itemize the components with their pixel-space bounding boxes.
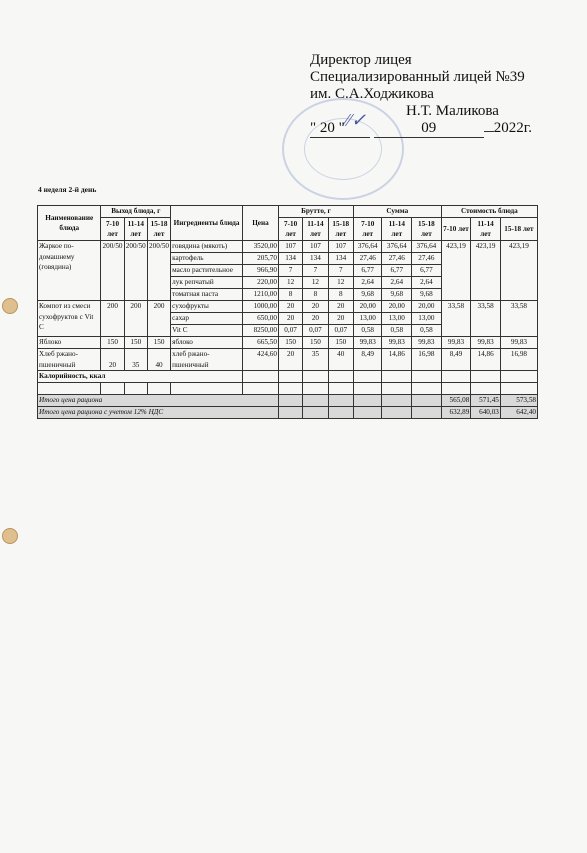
binder-hole-top <box>2 298 18 314</box>
dish-output: 200 <box>147 301 170 337</box>
col-gross: Брутто, г <box>278 206 353 218</box>
ingredient-sum: 9,68 <box>412 289 442 301</box>
gross-weight: 0,07 <box>328 325 353 337</box>
gross-weight: 134 <box>328 253 353 265</box>
ingredient-sum: 13,00 <box>353 313 382 325</box>
ingredient-sum: 6,77 <box>353 265 382 277</box>
gross-weight: 134 <box>278 253 302 265</box>
gross-weight: 107 <box>328 241 353 253</box>
total-label: Итого цена рациона <box>38 395 279 407</box>
gross-weight: 8 <box>303 289 328 301</box>
age-group-header: 7-10 лет <box>278 218 302 241</box>
ingredient-sum: 99,83 <box>353 337 382 349</box>
ingredient-sum: 20,00 <box>382 301 412 313</box>
age-group-header: 7-10 лет <box>101 218 124 241</box>
gross-weight: 8 <box>278 289 302 301</box>
binder-hole-bottom <box>2 528 18 544</box>
ingredient-sum: 14,86 <box>382 349 412 371</box>
dish-cost: 33,58 <box>471 301 501 337</box>
ingredient-sum: 376,64 <box>412 241 442 253</box>
empty-cell <box>278 371 302 383</box>
age-group-header: 11-14 лет <box>124 218 147 241</box>
age-group-header: 11-14 лет <box>303 218 328 241</box>
empty-cell <box>412 395 442 407</box>
col-output: Выход блюда, г <box>101 206 171 218</box>
dish-cost: 423,19 <box>500 241 537 301</box>
gross-weight: 0,07 <box>303 325 328 337</box>
empty-cell <box>328 383 353 395</box>
dish-output: 200 <box>124 301 147 337</box>
dish-cost: 99,83 <box>441 337 471 349</box>
gross-weight: 7 <box>328 265 353 277</box>
dish-output: 200/50 <box>101 241 124 301</box>
dish-name: Компот из смеси сухофруктов с Vit C <box>38 301 101 337</box>
ingredient-name: масло растительное <box>171 265 243 277</box>
dish-cost: 99,83 <box>471 337 501 349</box>
gross-weight: 7 <box>303 265 328 277</box>
dish-name: Хлеб ржано-пшеничный <box>38 349 101 371</box>
dish-cost: 423,19 <box>441 241 471 301</box>
date-month: 09 <box>374 120 484 138</box>
ingredient-name: хлеб ржано-пшеничный <box>171 349 243 371</box>
table-row <box>38 301 538 313</box>
dish-name: Яблоко <box>38 337 101 349</box>
empty-cell <box>303 395 328 407</box>
calories-row <box>38 371 538 383</box>
empty-cell <box>278 395 302 407</box>
menu-table <box>37 205 538 419</box>
ingredient-price: 205,70 <box>243 253 279 265</box>
age-group-header: 11-14 лет <box>382 218 412 241</box>
ingredient-sum: 6,77 <box>382 265 412 277</box>
ingredient-price: 8250,00 <box>243 325 279 337</box>
dish-cost: 33,58 <box>500 301 537 337</box>
empty-cell <box>500 371 537 383</box>
dish-cost: 8,49 <box>441 349 471 371</box>
header-row-1 <box>38 206 538 218</box>
ingredient-sum: 27,46 <box>353 253 382 265</box>
empty-cell <box>147 383 170 395</box>
ingredient-sum: 13,00 <box>382 313 412 325</box>
age-group-header: 15-18 лет <box>328 218 353 241</box>
gross-weight: 20 <box>303 301 328 313</box>
total-value: 571,45 <box>471 395 501 407</box>
empty-cell <box>303 383 328 395</box>
ingredient-price: 650,00 <box>243 313 279 325</box>
header-organization: Специализированный лицей №39 <box>310 69 525 85</box>
date-year: 2022г. <box>493 120 532 136</box>
empty-cell <box>412 371 442 383</box>
ingredient-sum: 20,00 <box>353 301 382 313</box>
dish-cost: 33,58 <box>441 301 471 337</box>
empty-cell <box>243 383 279 395</box>
gross-weight: 150 <box>303 337 328 349</box>
dish-cost: 99,83 <box>500 337 537 349</box>
age-group-header: 15-18 лет <box>147 218 170 241</box>
dish-cost: 16,98 <box>500 349 537 371</box>
col-ingredients: Ингредиенты блюда <box>171 206 243 241</box>
empty-cell <box>353 383 382 395</box>
dish-output: 40 <box>147 349 170 371</box>
ingredient-sum: 16,98 <box>412 349 442 371</box>
table-row <box>38 241 538 253</box>
blank-row <box>38 383 538 395</box>
ingredient-sum: 376,64 <box>353 241 382 253</box>
ingredient-sum: 0,58 <box>382 325 412 337</box>
header-named-after: им. С.А.Ходжикова <box>310 86 434 102</box>
dish-output: 150 <box>124 337 147 349</box>
ingredient-name: томатная паста <box>171 289 243 301</box>
ingredient-sum: 6,77 <box>412 265 442 277</box>
gross-weight: 12 <box>303 277 328 289</box>
empty-cell <box>471 383 501 395</box>
gross-weight: 150 <box>278 337 302 349</box>
age-group-header: 7-10 лет <box>441 218 471 241</box>
empty-cell <box>171 383 243 395</box>
total-label: Итого цена рациона с учетом 12% НДС <box>38 407 279 419</box>
gross-weight: 12 <box>328 277 353 289</box>
ingredient-price: 220,00 <box>243 277 279 289</box>
ingredient-name: лук репчатый <box>171 277 243 289</box>
empty-cell <box>278 407 302 419</box>
gross-weight: 20 <box>278 313 302 325</box>
gross-weight: 8 <box>328 289 353 301</box>
empty-cell <box>328 395 353 407</box>
empty-cell <box>382 395 412 407</box>
ingredient-price: 665,50 <box>243 337 279 349</box>
ingredient-name: яблоко <box>171 337 243 349</box>
dish-output: 200/50 <box>124 241 147 301</box>
empty-cell <box>441 383 471 395</box>
table-row <box>38 349 538 371</box>
gross-weight: 20 <box>328 313 353 325</box>
col-price: Цена <box>243 206 279 241</box>
ingredient-sum: 99,83 <box>412 337 442 349</box>
col-dish-name: Наименование блюда <box>38 206 101 241</box>
dish-output: 150 <box>101 337 124 349</box>
calories-label: Калорийность, ккал <box>38 371 243 383</box>
total-row <box>38 395 538 407</box>
empty-cell <box>382 371 412 383</box>
ingredient-price: 966,90 <box>243 265 279 277</box>
ingredient-sum: 2,64 <box>353 277 382 289</box>
empty-cell <box>412 407 442 419</box>
date-day: " 20 " <box>310 120 370 138</box>
ingredient-sum: 27,46 <box>412 253 442 265</box>
dish-output: 150 <box>147 337 170 349</box>
ingredient-price: 1210,00 <box>243 289 279 301</box>
ingredient-price: 1000,00 <box>243 301 279 313</box>
approval-header <box>310 52 532 138</box>
ingredient-name: сахар <box>171 313 243 325</box>
gross-weight: 20 <box>328 301 353 313</box>
empty-cell <box>471 371 501 383</box>
gross-weight: 35 <box>303 349 328 371</box>
empty-cell <box>328 407 353 419</box>
empty-cell <box>303 407 328 419</box>
dish-output: 20 <box>101 349 124 371</box>
total-value: 632,89 <box>441 407 471 419</box>
empty-cell <box>382 407 412 419</box>
gross-weight: 20 <box>278 301 302 313</box>
ingredient-name: Vit C <box>171 325 243 337</box>
ingredient-sum: 9,68 <box>382 289 412 301</box>
ingredient-sum: 2,64 <box>412 277 442 289</box>
col-cost: Стоимость блюда <box>441 206 537 218</box>
gross-weight: 12 <box>278 277 302 289</box>
dish-output: 35 <box>124 349 147 371</box>
gross-weight: 20 <box>303 313 328 325</box>
total-value: 573,58 <box>500 395 537 407</box>
empty-cell <box>101 383 124 395</box>
gross-weight: 40 <box>328 349 353 371</box>
empty-cell <box>500 383 537 395</box>
total-value: 642,40 <box>500 407 537 419</box>
gross-weight: 0,07 <box>278 325 302 337</box>
signature: ⁄⁄✓ <box>345 110 367 130</box>
header-title: Директор лицея <box>310 52 412 68</box>
dish-cost: 14,86 <box>471 349 501 371</box>
dish-cost: 423,19 <box>471 241 501 301</box>
ingredient-sum: 2,64 <box>382 277 412 289</box>
empty-cell <box>38 383 101 395</box>
empty-cell <box>353 395 382 407</box>
ingredient-name: картофель <box>171 253 243 265</box>
age-group-header: 15-18 лет <box>500 218 537 241</box>
ingredient-sum: 99,83 <box>382 337 412 349</box>
empty-cell <box>278 383 302 395</box>
gross-weight: 107 <box>278 241 302 253</box>
ingredient-sum: 9,68 <box>353 289 382 301</box>
total-value: 565,08 <box>441 395 471 407</box>
gross-weight: 134 <box>303 253 328 265</box>
ingredient-sum: 376,64 <box>382 241 412 253</box>
empty-cell <box>328 371 353 383</box>
ingredient-sum: 13,00 <box>412 313 442 325</box>
age-group-header: 11-14 лет <box>471 218 501 241</box>
header-row-2 <box>38 218 538 241</box>
ingredient-sum: 8,49 <box>353 349 382 371</box>
ingredient-sum: 0,58 <box>353 325 382 337</box>
dish-output: 200 <box>101 301 124 337</box>
empty-cell <box>382 383 412 395</box>
empty-cell <box>412 383 442 395</box>
ingredient-sum: 0,58 <box>412 325 442 337</box>
empty-cell <box>243 371 279 383</box>
gross-weight: 107 <box>303 241 328 253</box>
ingredient-name: сухофрукты <box>171 301 243 313</box>
ingredient-price: 3520,00 <box>243 241 279 253</box>
ingredient-name: говядина (мякоть) <box>171 241 243 253</box>
ingredient-sum: 20,00 <box>412 301 442 313</box>
header-date <box>310 120 532 138</box>
empty-cell <box>124 383 147 395</box>
total-value: 640,03 <box>471 407 501 419</box>
gross-weight: 7 <box>278 265 302 277</box>
empty-cell <box>441 371 471 383</box>
ingredient-sum: 27,46 <box>382 253 412 265</box>
menu-day-title: 4 неделя 2-й день <box>38 185 97 194</box>
col-sum: Сумма <box>353 206 441 218</box>
dish-output: 200/50 <box>147 241 170 301</box>
header-director-name: Н.Т. Маликова <box>406 103 499 119</box>
empty-cell <box>303 371 328 383</box>
ingredient-price: 424,60 <box>243 349 279 371</box>
table-row <box>38 337 538 349</box>
empty-cell <box>353 407 382 419</box>
gross-weight: 20 <box>278 349 302 371</box>
age-group-header: 15-18 лет <box>412 218 442 241</box>
age-group-header: 7-10 лет <box>353 218 382 241</box>
total-vat-row <box>38 407 538 419</box>
dish-name: Жаркое по-домашнему (говядина) <box>38 241 101 301</box>
empty-cell <box>353 371 382 383</box>
gross-weight: 150 <box>328 337 353 349</box>
